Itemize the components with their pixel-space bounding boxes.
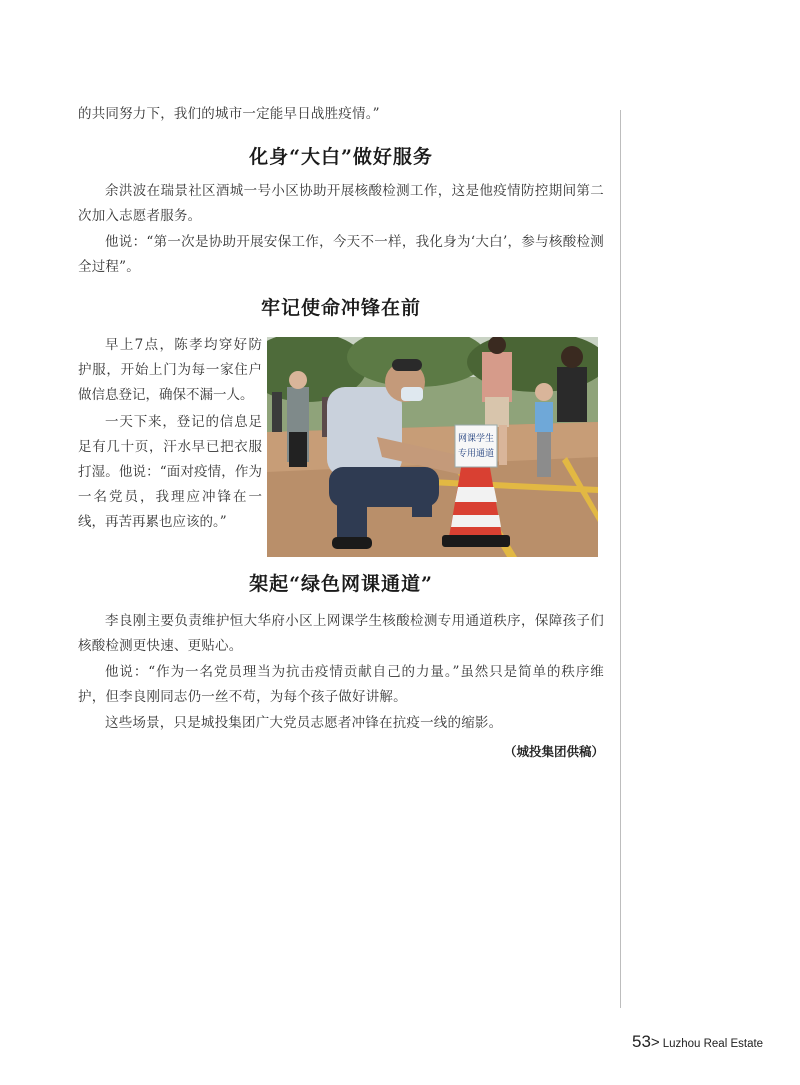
- sign-line-1: 网课学生: [457, 434, 495, 444]
- section3-paragraph-2: 他说：“作为一名党员理当为抗击疫情贡献自己的力量。”虽然只是简单的秩序维护，但李良刚同志仍一丝不苟，为每个孩子做好讲解。: [78, 664, 604, 705]
- section2-paragraph-1: 早上7点，陈孝均穿好防护服，开始上门为每一家住户做信息登记，确保不漏一人。: [78, 337, 262, 403]
- page-number: 53: [632, 1032, 651, 1051]
- section1-heading: 化身“大白”做好服务: [249, 146, 433, 168]
- section3-heading: 架起“绿色网课通道”: [249, 573, 433, 595]
- article-credit: （城投集团供稿）: [503, 744, 604, 759]
- section3-paragraph-1: 李良刚主要负责维护恒大华府小区上网课学生核酸检测专用通道秩序，保障孩子们核酸检测更快速、更贴心。: [78, 613, 604, 654]
- magazine-name: Luzhou Real Estate: [662, 1038, 764, 1050]
- section2-paragraph-2: 一天下来，登记的信息足足有几十页，汗水早已把衣服打湿。他说：“面对疫情，作为一名党员，我理应冲锋在一线，再苦再累也应该的。”: [78, 414, 262, 530]
- section2-heading: 牢记使命冲锋在前: [260, 297, 421, 319]
- page-arrow: >: [650, 1034, 660, 1051]
- volunteer-photo: [267, 337, 598, 557]
- intro-line: 的共同努力下，我们的城市一定能早日战胜疫情。”: [78, 106, 380, 122]
- section3-paragraph-3: 这些场景，只是城投集团广大党员志愿者冲锋在抗疫一线的缩影。: [105, 715, 503, 731]
- column-divider: [620, 110, 621, 1008]
- sign-line-2: 专用通道: [457, 449, 495, 459]
- section1-paragraph-1: 余洪波在瑞景社区酒城一号小区协助开展核酸检测工作，这是他疫情防控期间第二次加入志愿者服务。: [78, 183, 604, 224]
- page-footer: [632, 1032, 763, 1052]
- section1-paragraph-2: 他说：“第一次是协助开展安保工作，今天不一样，我化身为‘大白’，参与核酸检测全过程”。: [78, 234, 604, 275]
